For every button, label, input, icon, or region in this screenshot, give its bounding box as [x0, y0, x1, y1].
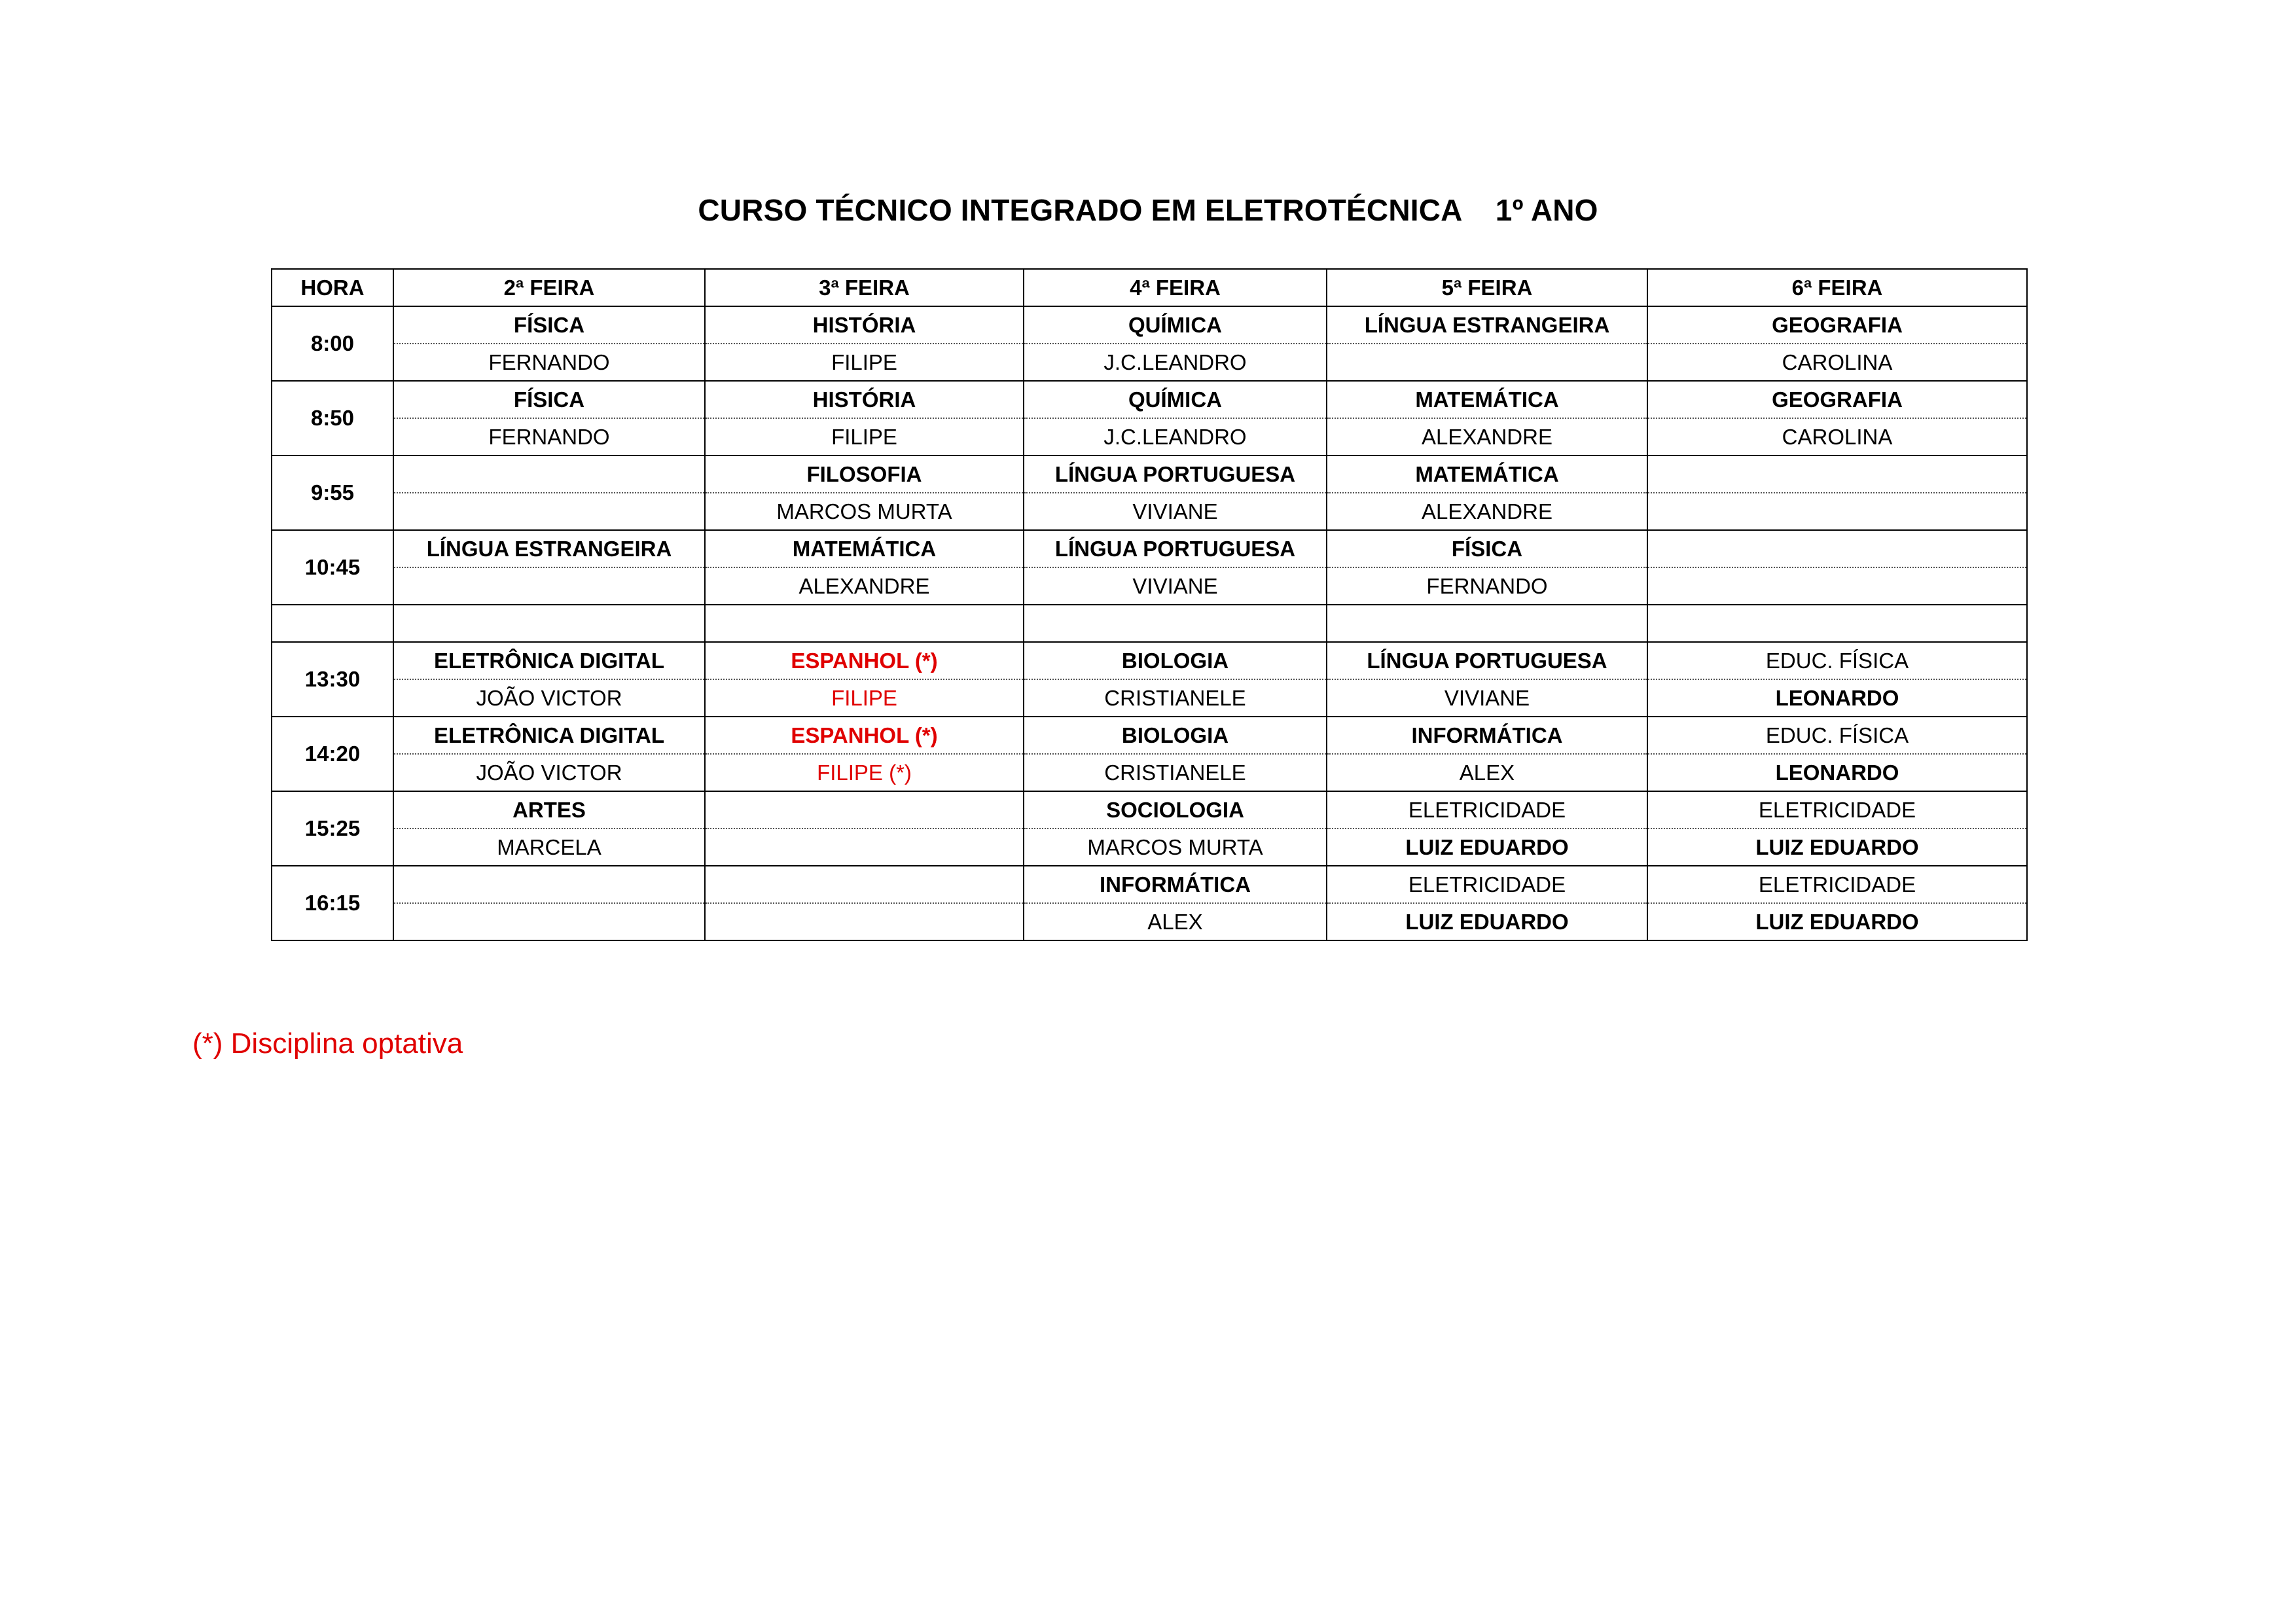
slot-teacher-row — [272, 754, 2027, 791]
slot-teacher-row — [272, 829, 2027, 866]
teacher-cell: LUIZ EDUARDO — [1327, 829, 1647, 866]
subject-cell — [393, 866, 705, 903]
teacher-cell: FILIPE — [705, 679, 1024, 717]
teacher-cell: LEONARDO — [1647, 754, 2027, 791]
subject-cell: EDUC. FÍSICA — [1647, 642, 2027, 679]
teacher-cell: LUIZ EDUARDO — [1647, 903, 2027, 940]
teacher-cell — [393, 567, 705, 605]
subject-cell: LÍNGUA ESTRANGEIRA — [1327, 306, 1647, 344]
subject-cell: HISTÓRIA — [705, 306, 1024, 344]
teacher-cell: FERNANDO — [393, 418, 705, 455]
subject-cell: INFORMÁTICA — [1327, 717, 1647, 754]
subject-cell: LÍNGUA ESTRANGEIRA — [393, 530, 705, 567]
teacher-cell: JOÃO VICTOR — [393, 679, 705, 717]
slot-subject-row — [272, 455, 2027, 493]
teacher-cell: JOÃO VICTOR — [393, 754, 705, 791]
teacher-cell — [393, 493, 705, 530]
subject-cell: FÍSICA — [1327, 530, 1647, 567]
subject-cell: QUÍMICA — [1024, 306, 1327, 344]
subject-cell: BIOLOGIA — [1024, 642, 1327, 679]
teacher-cell — [705, 903, 1024, 940]
subject-cell — [393, 455, 705, 493]
break-cell — [1024, 605, 1327, 642]
teacher-cell: CRISTIANELE — [1024, 679, 1327, 717]
teacher-cell: CAROLINA — [1647, 344, 2027, 381]
subject-cell: GEOGRAFIA — [1647, 306, 2027, 344]
time-cell: 9:55 — [272, 455, 393, 530]
slot-teacher-row — [272, 418, 2027, 455]
time-cell: 15:25 — [272, 791, 393, 866]
slot-subject-row — [272, 530, 2027, 567]
teacher-cell: FILIPE (*) — [705, 754, 1024, 791]
break-cell — [393, 605, 705, 642]
time-cell: 8:50 — [272, 381, 393, 455]
teacher-cell — [1647, 567, 2027, 605]
subject-cell: MATEMÁTICA — [1327, 455, 1647, 493]
teacher-cell: J.C.LEANDRO — [1024, 418, 1327, 455]
header-hora: HORA — [272, 269, 393, 306]
teacher-cell: VIVIANE — [1024, 567, 1327, 605]
teacher-cell: FERNANDO — [1327, 567, 1647, 605]
break-cell — [1327, 605, 1647, 642]
teacher-cell: ALEX — [1024, 903, 1327, 940]
teacher-cell: LEONARDO — [1647, 679, 2027, 717]
subject-cell: QUÍMICA — [1024, 381, 1327, 418]
subject-cell: FILOSOFIA — [705, 455, 1024, 493]
header-day-5: 5ª FEIRA — [1327, 269, 1647, 306]
page-title: CURSO TÉCNICO INTEGRADO EM ELETROTÉCNICA 1º ANO — [698, 193, 1598, 227]
subject-cell: ESPANHOL (*) — [705, 717, 1024, 754]
subject-cell: BIOLOGIA — [1024, 717, 1327, 754]
slot-subject-row — [272, 381, 2027, 418]
subject-cell: GEOGRAFIA — [1647, 381, 2027, 418]
time-cell: 16:15 — [272, 866, 393, 940]
subject-cell: LÍNGUA PORTUGUESA — [1327, 642, 1647, 679]
teacher-cell: J.C.LEANDRO — [1024, 344, 1327, 381]
slot-subject-row — [272, 717, 2027, 754]
subject-cell: ELETRÔNICA DIGITAL — [393, 642, 705, 679]
header-day-6: 6ª FEIRA — [1647, 269, 2027, 306]
subject-cell: LÍNGUA PORTUGUESA — [1024, 455, 1327, 493]
teacher-cell: ALEXANDRE — [705, 567, 1024, 605]
subject-cell: MATEMÁTICA — [705, 530, 1024, 567]
teacher-cell: CRISTIANELE — [1024, 754, 1327, 791]
subject-cell: FÍSICA — [393, 381, 705, 418]
subject-cell: ELETRICIDADE — [1647, 866, 2027, 903]
header-day-4: 4ª FEIRA — [1024, 269, 1327, 306]
break-cell — [272, 605, 393, 642]
slot-teacher-row — [272, 344, 2027, 381]
subject-cell: ELETRÔNICA DIGITAL — [393, 717, 705, 754]
teacher-cell: LUIZ EDUARDO — [1327, 903, 1647, 940]
break-row — [272, 605, 2027, 642]
teacher-cell — [705, 829, 1024, 866]
teacher-cell: MARCOS MURTA — [705, 493, 1024, 530]
teacher-cell: ALEXANDRE — [1327, 493, 1647, 530]
slot-teacher-row — [272, 679, 2027, 717]
subject-cell: ELETRICIDADE — [1327, 791, 1647, 829]
subject-cell: INFORMÁTICA — [1024, 866, 1327, 903]
subject-cell: SOCIOLOGIA — [1024, 791, 1327, 829]
subject-cell: ARTES — [393, 791, 705, 829]
teacher-cell — [1647, 493, 2027, 530]
teacher-cell — [393, 903, 705, 940]
teacher-cell: VIVIANE — [1024, 493, 1327, 530]
break-cell — [1647, 605, 2027, 642]
time-cell: 8:00 — [272, 306, 393, 381]
teacher-cell: MARCOS MURTA — [1024, 829, 1327, 866]
subject-cell — [1647, 530, 2027, 567]
subject-cell: ELETRICIDADE — [1327, 866, 1647, 903]
subject-cell — [705, 791, 1024, 829]
subject-cell: ELETRICIDADE — [1647, 791, 2027, 829]
teacher-cell: ALEX — [1327, 754, 1647, 791]
teacher-cell: MARCELA — [393, 829, 705, 866]
subject-cell: HISTÓRIA — [705, 381, 1024, 418]
subject-cell: EDUC. FÍSICA — [1647, 717, 2027, 754]
subject-cell: FÍSICA — [393, 306, 705, 344]
schedule-table — [271, 268, 2028, 941]
time-cell: 14:20 — [272, 717, 393, 791]
subject-cell: MATEMÁTICA — [1327, 381, 1647, 418]
time-cell: 10:45 — [272, 530, 393, 605]
slot-teacher-row — [272, 567, 2027, 605]
teacher-cell: FERNANDO — [393, 344, 705, 381]
slot-subject-row — [272, 306, 2027, 344]
header-day-2: 2ª FEIRA — [393, 269, 705, 306]
teacher-cell — [1327, 344, 1647, 381]
slot-teacher-row — [272, 903, 2027, 940]
slot-teacher-row — [272, 493, 2027, 530]
teacher-cell: FILIPE — [705, 418, 1024, 455]
teacher-cell: LUIZ EDUARDO — [1647, 829, 2027, 866]
header-day-3: 3ª FEIRA — [705, 269, 1024, 306]
subject-cell — [705, 866, 1024, 903]
teacher-cell: VIVIANE — [1327, 679, 1647, 717]
time-cell: 13:30 — [272, 642, 393, 717]
slot-subject-row — [272, 791, 2027, 829]
slot-subject-row — [272, 642, 2027, 679]
subject-cell: LÍNGUA PORTUGUESA — [1024, 530, 1327, 567]
slot-subject-row — [272, 866, 2027, 903]
break-cell — [705, 605, 1024, 642]
schedule-body — [272, 306, 2027, 940]
footnote: (*) Disciplina optativa — [192, 1027, 463, 1060]
teacher-cell: FILIPE — [705, 344, 1024, 381]
teacher-cell: CAROLINA — [1647, 418, 2027, 455]
subject-cell: ESPANHOL (*) — [705, 642, 1024, 679]
header-row — [272, 269, 2027, 306]
subject-cell — [1647, 455, 2027, 493]
teacher-cell: ALEXANDRE — [1327, 418, 1647, 455]
